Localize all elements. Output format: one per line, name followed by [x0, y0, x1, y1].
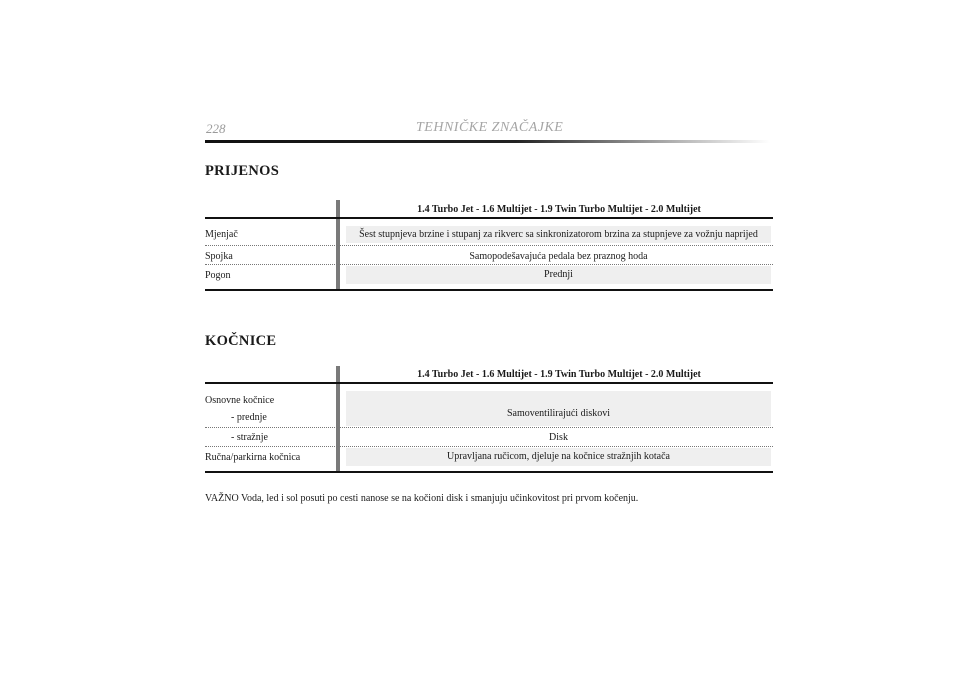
transmission-title: PRIJENOS: [205, 163, 280, 179]
row-label-parking-brake: Ručna/parkirna kočnica: [205, 452, 301, 463]
brakes-title: KOČNICE: [205, 333, 277, 349]
header-rule: [205, 140, 770, 143]
row-label-clutch: Spojka: [205, 251, 233, 262]
row-value-rear-brakes: Disk: [549, 432, 568, 443]
table-rule: [205, 382, 773, 384]
row-value-front-brakes: Samoventilirajući diskovi: [346, 391, 771, 426]
important-note: VAŽNO Voda, led i sol posuti po cesti nanose se na kočioni disk i smanjuju učinkovitost pri prvom kočenju.: [205, 493, 639, 504]
chapter-title: TEHNIČKE ZNAČAJKE: [416, 120, 564, 135]
row-label-drive: Pogon: [205, 270, 231, 281]
table-rule: [205, 471, 773, 473]
row-label-front-brakes: - prednje: [231, 412, 267, 423]
row-label-rear-brakes: - stražnje: [231, 432, 268, 443]
row-value-drive: Prednji: [346, 266, 771, 284]
row-label-main-brakes: Osnovne kočnice: [205, 395, 275, 406]
brakes-table: [205, 366, 773, 474]
table-rule: [205, 217, 773, 219]
transmission-column-header: 1.4 Turbo Jet - 1.6 Multijet - 1.9 Twin Turbo Multijet - 2.0 Multijet: [417, 204, 701, 215]
brakes-column-header: 1.4 Turbo Jet - 1.6 Multijet - 1.9 Twin Turbo Multijet - 2.0 Multijet: [417, 369, 701, 380]
row-divider: [205, 446, 773, 447]
row-value-parking-brake: Upravljana ručicom, djeluje na kočnice stražnjih kotača: [346, 448, 771, 466]
row-label-gearbox: Mjenjač: [205, 229, 238, 240]
transmission-table: [205, 200, 773, 292]
row-divider: [205, 245, 773, 246]
row-divider: [205, 264, 773, 265]
row-divider: [205, 427, 773, 428]
table-rule: [205, 289, 773, 291]
page-number: 228: [206, 121, 226, 136]
row-value-gearbox: Šest stupnjeva brzine i stupanj za rikverc sa sinkronizatorom brzina za stupnjeve za vožnju naprijed: [346, 226, 771, 243]
row-value-clutch: Samopodešavajuća pedala bez praznog hoda: [469, 251, 648, 262]
